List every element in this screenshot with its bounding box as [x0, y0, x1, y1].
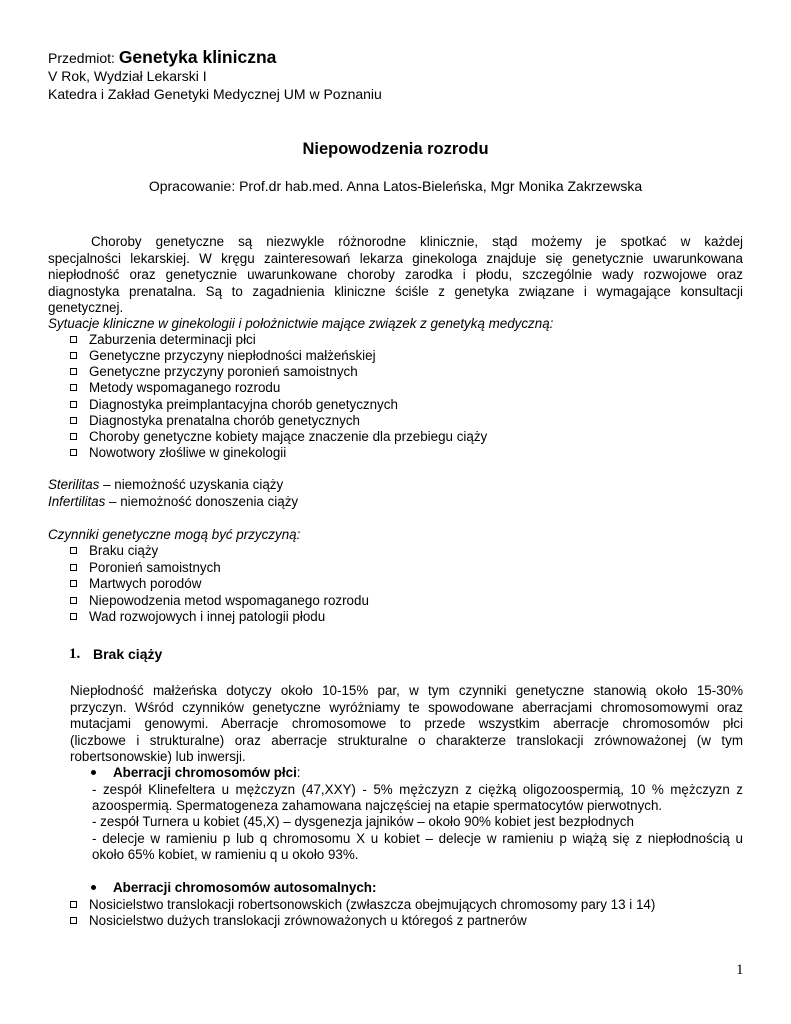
checkbox-square-icon: [70, 613, 77, 620]
intro-line: specjalności lekarskiej. W kręgu zainteresowań lekarza ginekologa znajduje się genetycznie uwarunkowana: [48, 251, 743, 266]
section-number: 1.: [69, 646, 81, 662]
turner-line: - zespół Turnera u kobiet (45,X) – dysgenezja jajników – około 90% kobiet jest bezpłodnych: [92, 814, 634, 829]
definition-infertilitas: Infertilitas – niemożność donoszenia ciąży: [48, 494, 299, 509]
klinefelter-line: - zespół Klinefeltera u mężczyzn (47,XXY) - 5% mężczyzn z ciężką oligozoospermią, 10 % mężczyzn z: [92, 782, 743, 797]
situations-heading: Sytuacje kliniczne w ginekologii i położnictwie mające związek z genetyką medyczną:: [48, 316, 554, 331]
intro-line: genetycznej.: [48, 300, 124, 315]
bullet-item: Aberracji chromosomów płci:: [91, 765, 301, 780]
list-item: Zaburzenia determinacji płci: [70, 332, 256, 347]
checkbox-square-icon: [70, 417, 77, 424]
subject-prefix: Przedmiot:: [48, 50, 115, 66]
list-item: Diagnostyka prenatalna chorób genetycznych: [70, 413, 360, 428]
subject-name: Genetyka kliniczna: [118, 47, 277, 67]
year-faculty: V Rok, Wydział Lekarski I: [48, 68, 207, 84]
section-line: robertsonowskie) lub inwersji.: [70, 749, 246, 764]
list-item: Niepowodzenia metod wspomaganego rozrodu: [70, 593, 369, 608]
factors-heading: Czynniki genetyczne mogą być przyczyną:: [48, 527, 301, 542]
deletion-line: - delecje w ramieniu p lub q chromosomu X u kobiet – delecje w ramieniu p wiążą się z niepłodnością u: [92, 831, 743, 846]
department: Katedra i Zakład Genetyki Medycznej UM w Poznaniu: [48, 86, 382, 102]
section-title: Brak ciąży: [93, 646, 163, 662]
authors: Opracowanie: Prof.dr hab.med. Anna Latos-Bieleńska, Mgr Monika Zakrzewska: [148, 178, 643, 194]
bullet-item: Aberracji chromosomów autosomalnych:: [91, 880, 376, 895]
list-item: Genetyczne przyczyny poronień samoistnych: [70, 364, 358, 379]
checkbox-square-icon: [70, 384, 77, 391]
checkbox-square-icon: [70, 564, 77, 571]
list-item: Braku ciąży: [70, 543, 158, 558]
page-number: 1: [736, 962, 744, 978]
checkbox-square-icon: [70, 449, 77, 456]
checkbox-square-icon: [70, 401, 77, 408]
list-item: Nosicielstwo dużych translokacji zrównoważonych u któregoś z partnerów: [70, 913, 527, 928]
checkbox-square-icon: [70, 336, 77, 343]
checkbox-square-icon: [70, 597, 77, 604]
list-item: Poronień samoistnych: [70, 560, 221, 575]
checkbox-square-icon: [70, 352, 77, 359]
definition-sterilitas: Sterilitas – niemożność uzyskania ciąży: [48, 477, 284, 492]
list-item: Diagnostyka preimplantacyjna chorób genetycznych: [70, 397, 398, 412]
section-line: przyczyn. Wśród czynników genetyczne wyróżniamy te spowodowane aberracjami chromosomowymi oraz: [70, 700, 743, 715]
list-item: Metody wspomaganego rozrodu: [70, 380, 280, 395]
document-title: Niepowodzenia rozrodu: [302, 140, 489, 158]
deletion-line: około 65% kobiet, w ramieniu q u około 93%.: [92, 847, 359, 862]
intro-line: diagnostyka prenatalna. Są to zagadnienia kliniczne ściśle z genetyka związane i wymagające konsultacji: [48, 284, 743, 299]
checkbox-square-icon: [70, 368, 77, 375]
list-item: Wad rozwojowych i innej patologii płodu: [70, 609, 325, 624]
list-item: Nowotwory złośliwe w ginekologii: [70, 445, 286, 460]
section-line: mutacjami genowymi. Aberracje chromosomowe to przede wszystkim aberracje chromosomów płci: [70, 716, 743, 731]
list-item: Choroby genetyczne kobiety mające znaczenie dla przebiegu ciąży: [70, 429, 487, 444]
checkbox-square-icon: [70, 917, 77, 924]
intro-line: niepłodność oraz genetycznie uwarunkowane choroby zarodka i płodu, szczególnie wady rozwojowe oraz: [48, 267, 743, 282]
bullet-icon: [91, 885, 96, 890]
list-item: Genetyczne przyczyny niepłodności małżeńskiej: [70, 348, 376, 363]
checkbox-square-icon: [70, 433, 77, 440]
bullet-icon: [91, 770, 96, 775]
checkbox-square-icon: [70, 547, 77, 554]
checkbox-square-icon: [70, 901, 77, 908]
list-item: Martwych porodów: [70, 576, 201, 591]
section-line: (liczbowe i strukturalne) oraz aberracje strukturalne o charakterze translokacji zrównoważonej (w tym: [70, 733, 743, 748]
klinefelter-line: azoospermią. Spermatogeneza zahamowana najczęściej na etapie spermatocytów pierwotnych.: [92, 798, 663, 813]
checkbox-square-icon: [70, 580, 77, 587]
subject-line: [48, 47, 276, 68]
intro-line: Choroby genetyczne są niezwykle różnorodne klinicznie, stąd możemy je spotkać w każdej: [91, 234, 743, 249]
list-item: Nosicielstwo translokacji robertsonowskich (zwłaszcza obejmujących chromosomy pary 13 i 14): [70, 897, 655, 912]
section-line: Niepłodność małżeńska dotyczy około 10-15% par, w tym czynniki genetyczne stanowią około 15-30%: [70, 683, 743, 698]
